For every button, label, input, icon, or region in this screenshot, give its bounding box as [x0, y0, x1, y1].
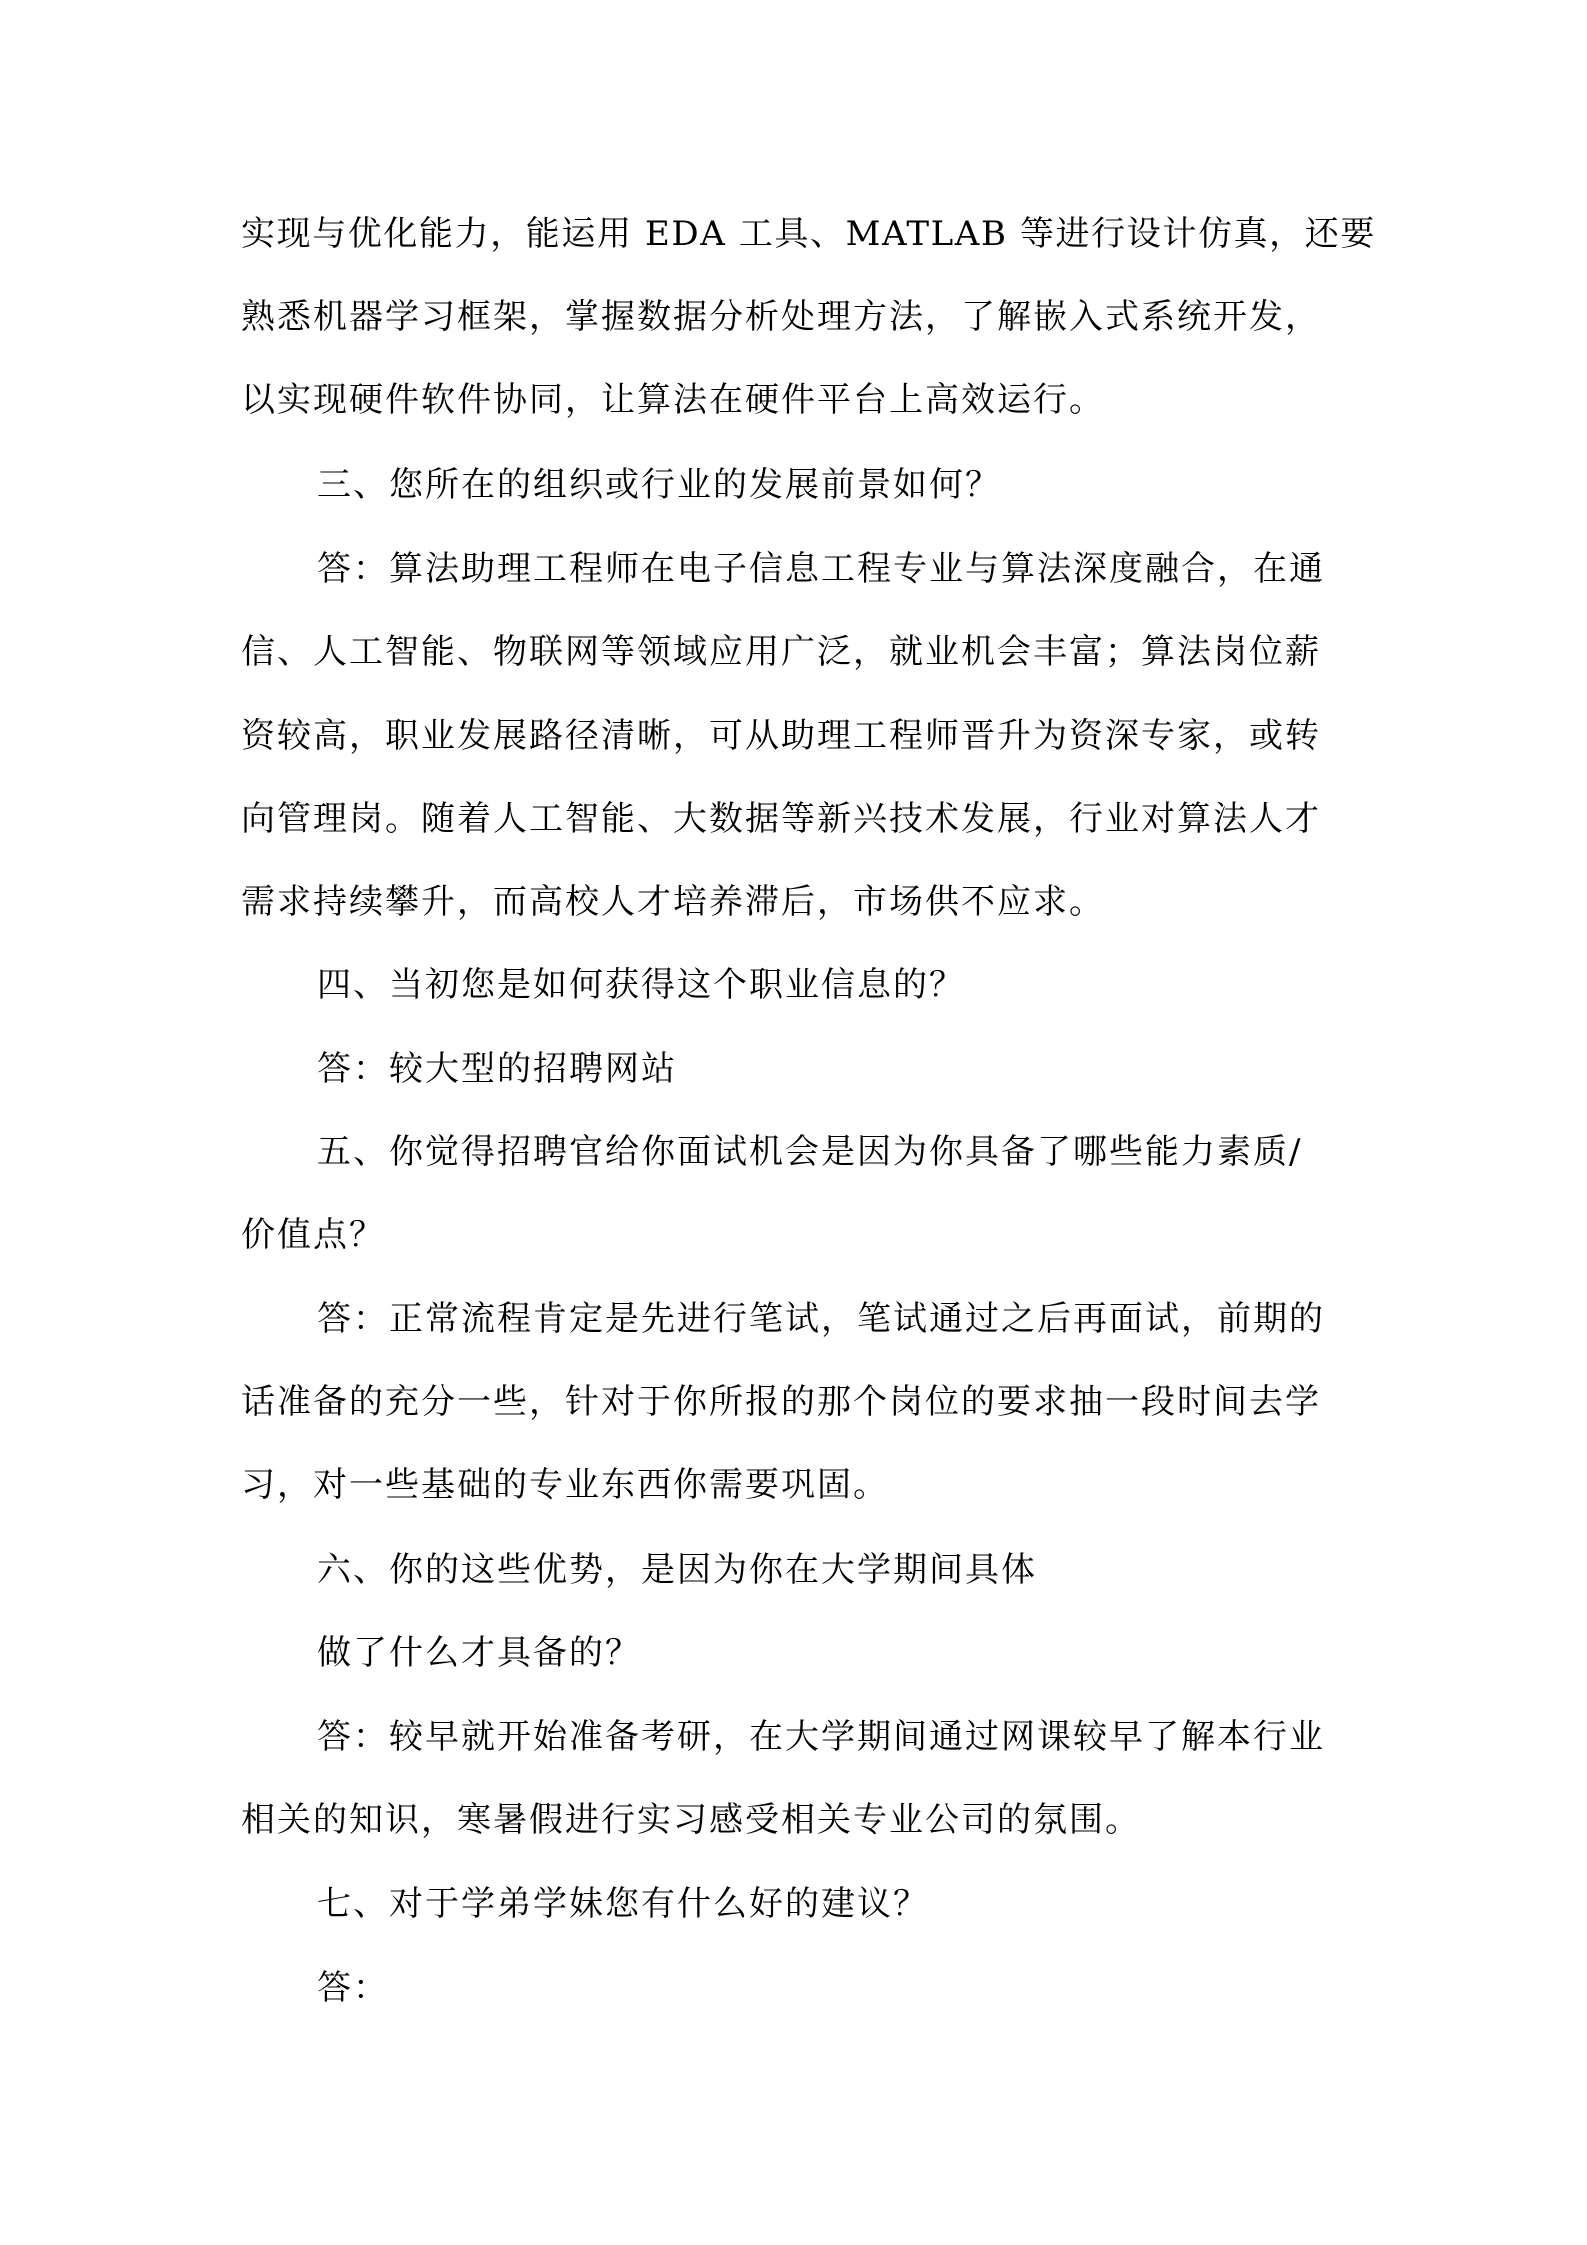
question-heading: 六、你的这些优势，是因为你在大学期间具体 [317, 1550, 1037, 1590]
answer-line: 答：较大型的招聘网站 [317, 1049, 677, 1089]
paragraph-line: 熟悉机器学习框架，掌握数据分析处理方法，了解嵌入式系统开发， [241, 297, 1321, 337]
paragraph-line: 资较高，职业发展路径清晰，可从助理工程师晋升为资深专家，或转 [241, 716, 1321, 756]
paragraph-line: 价值点？ [241, 1215, 385, 1255]
answer-line: 答：算法助理工程师在电子信息工程专业与算法深度融合，在通 [317, 549, 1325, 589]
answer-line: 答： [317, 1968, 389, 2008]
paragraph-line: 需求持续攀升，而高校人才培养滞后，市场供不应求。 [241, 882, 1105, 922]
paragraph-line: 以实现硬件软件协同，让算法在硬件平台上高效运行。 [241, 380, 1105, 420]
question-heading: 七、对于学弟学妹您有什么好的建议？ [317, 1884, 929, 1924]
question-heading: 四、当初您是如何获得这个职业信息的？ [317, 965, 965, 1005]
paragraph-line: 信、人工智能、物联网等领域应用广泛，就业机会丰富；算法岗位薪 [241, 632, 1321, 672]
question-heading: 做了什么才具备的？ [317, 1633, 641, 1673]
paragraph-line: 相关的知识，寒暑假进行实习感受相关专业公司的氛围。 [241, 1800, 1141, 1840]
paragraph-line: 习，对一些基础的专业东西你需要巩固。 [241, 1465, 889, 1505]
paragraph-line: 话准备的充分一些，针对于你所报的那个岗位的要求抽一段时间去学 [241, 1382, 1321, 1422]
paragraph-line: 向管理岗。随着人工智能、大数据等新兴技术发展，行业对算法人才 [241, 799, 1321, 839]
question-heading: 五、你觉得招聘官给你面试机会是因为你具备了哪些能力素质/ [317, 1132, 1303, 1172]
answer-line: 答：正常流程肯定是先进行笔试，笔试通过之后再面试，前期的 [317, 1299, 1325, 1339]
question-heading: 三、您所在的组织或行业的发展前景如何？ [317, 465, 1001, 505]
paragraph-line: 实现与优化能力，能运用 EDA 工具、MATLAB 等进行设计仿真，还要 [241, 214, 1376, 254]
answer-line: 答：较早就开始准备考研，在大学期间通过网课较早了解本行业 [317, 1717, 1325, 1757]
